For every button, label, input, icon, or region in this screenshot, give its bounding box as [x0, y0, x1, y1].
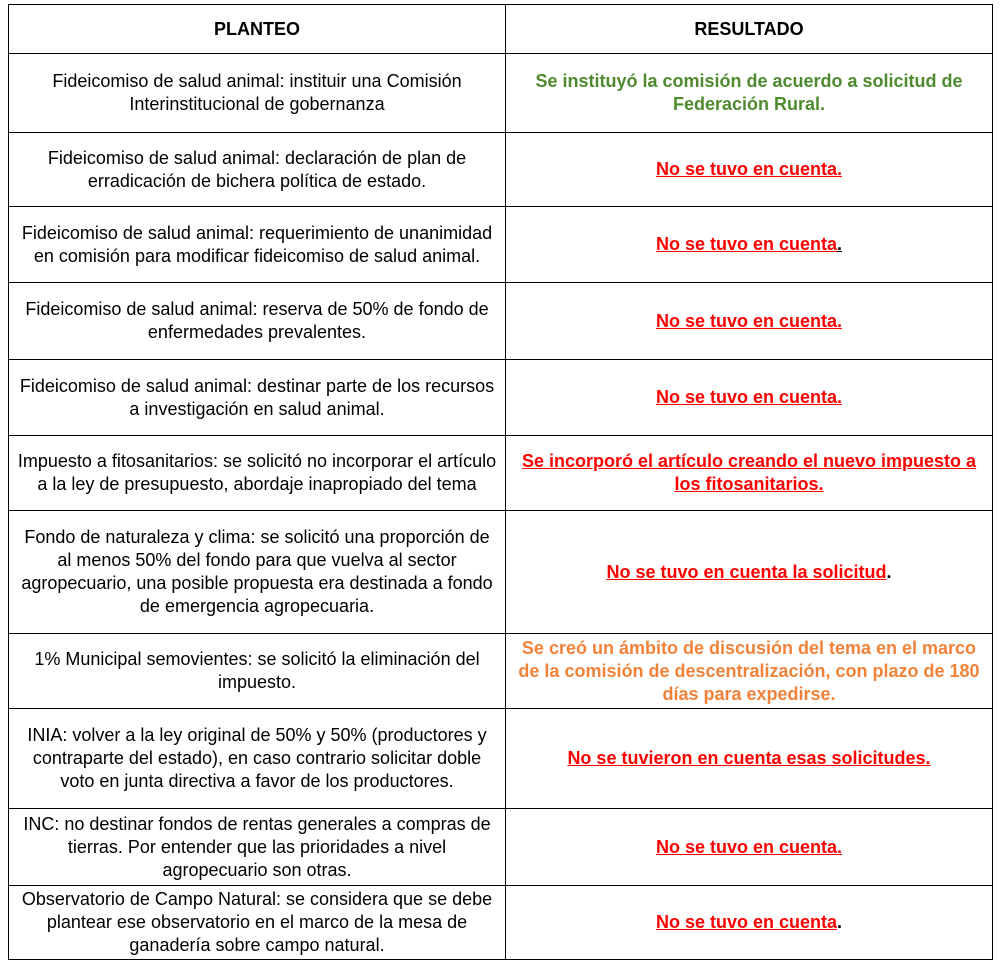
- resultado-text: No se tuvieron en cuenta esas solicitudes.: [567, 748, 931, 768]
- resultado-suffix: .: [837, 234, 843, 254]
- table-row: [9, 709, 993, 809]
- resultado-cell: [506, 886, 993, 960]
- table-row: [9, 133, 993, 207]
- resultado-cell: [506, 709, 993, 809]
- table-row: [9, 886, 993, 960]
- resultado-text: No se tuvo en cuenta la solicitud: [606, 561, 887, 582]
- resultado-cell: [506, 809, 993, 886]
- header-resultado: RESULTADO: [506, 5, 993, 54]
- resultado-text: No se tuvo en cuenta.: [655, 387, 843, 407]
- resultado-text: No se tuvo en cuenta.: [655, 159, 843, 179]
- table-row: [9, 54, 993, 133]
- planteo-cell: Fideicomiso de salud animal: instituir una Comisión Interinstitucional de gobernanza: [9, 54, 506, 133]
- resultado-cell: [506, 634, 993, 709]
- planteo-cell: Impuesto a fitosanitarios: se solicitó no incorporar el artículo a la ley de presupuesto, abordaje inapropiado del tema: [9, 436, 506, 511]
- header-planteo: PLANTEO: [9, 5, 506, 54]
- resultado-cell: [506, 54, 993, 133]
- resultado-suffix: .: [837, 912, 843, 932]
- table-row: [9, 360, 993, 436]
- planteo-cell: Fondo de naturaleza y clima: se solicitó una proporción de al menos 50% del fondo para que vuelva al sector agropecuario, una posible propuesta era destinada a fondo de emergencia agropecuaria.: [9, 511, 506, 634]
- resultado-text: No se tuvo en cuenta.: [655, 836, 843, 857]
- planteo-cell: Fideicomiso de salud animal: reserva de 50% de fondo de enfermedades prevalentes.: [9, 283, 506, 360]
- resultado-suffix: .: [886, 561, 892, 582]
- planteo-cell: 1% Municipal semovientes: se solicitó la eliminación del impuesto.: [9, 634, 506, 709]
- resultado-text: Se instituyó la comisión de acuerdo a solicitud de Federación Rural.: [535, 71, 963, 114]
- table-row: [9, 283, 993, 360]
- resultado-cell: [506, 360, 993, 436]
- planteo-cell: Fideicomiso de salud animal: declaración de plan de erradicación de bichera política de estado.: [9, 133, 506, 207]
- planteo-cell: Fideicomiso de salud animal: destinar parte de los recursos a investigación en salud animal.: [9, 360, 506, 436]
- resultado-text: No se tuvo en cuenta.: [655, 310, 843, 331]
- results-table: [8, 4, 993, 960]
- resultado-text: No se tuvo en cuenta: [655, 912, 838, 932]
- planteo-cell: INIA: volver a la ley original de 50% y 50% (productores y contraparte del estado), en caso contrario solicitar doble voto en junta directiva a favor de los productores.: [9, 709, 506, 809]
- resultado-cell: [506, 207, 993, 283]
- resultado-cell: [506, 283, 993, 360]
- resultado-text: Se creó un ámbito de discusión del tema en el marco de la comisión de descentralización, con plazo de 180 días para expedirse.: [518, 637, 980, 704]
- resultado-text: No se tuvo en cuenta: [655, 234, 838, 254]
- resultado-text: Se incorporó el artículo creando el nuevo impuesto a los fitosanitarios.: [521, 451, 977, 494]
- planteo-cell: Fideicomiso de salud animal: requerimiento de unanimidad en comisión para modificar fideicomiso de salud animal.: [9, 207, 506, 283]
- resultado-cell: [506, 511, 993, 634]
- table-row: [9, 809, 993, 886]
- planteo-cell: Observatorio de Campo Natural: se considera que se debe plantear ese observatorio en el marco de la mesa de ganadería sobre campo natural.: [9, 886, 506, 960]
- table-row: [9, 511, 993, 634]
- resultado-cell: [506, 436, 993, 511]
- header-row: [9, 5, 993, 54]
- resultado-cell: [506, 133, 993, 207]
- table-row: [9, 634, 993, 709]
- planteo-cell: INC: no destinar fondos de rentas generales a compras de tierras. Por entender que las prioridades a nivel agropecuario son otras.: [9, 809, 506, 886]
- table-row: [9, 436, 993, 511]
- table-row: [9, 207, 993, 283]
